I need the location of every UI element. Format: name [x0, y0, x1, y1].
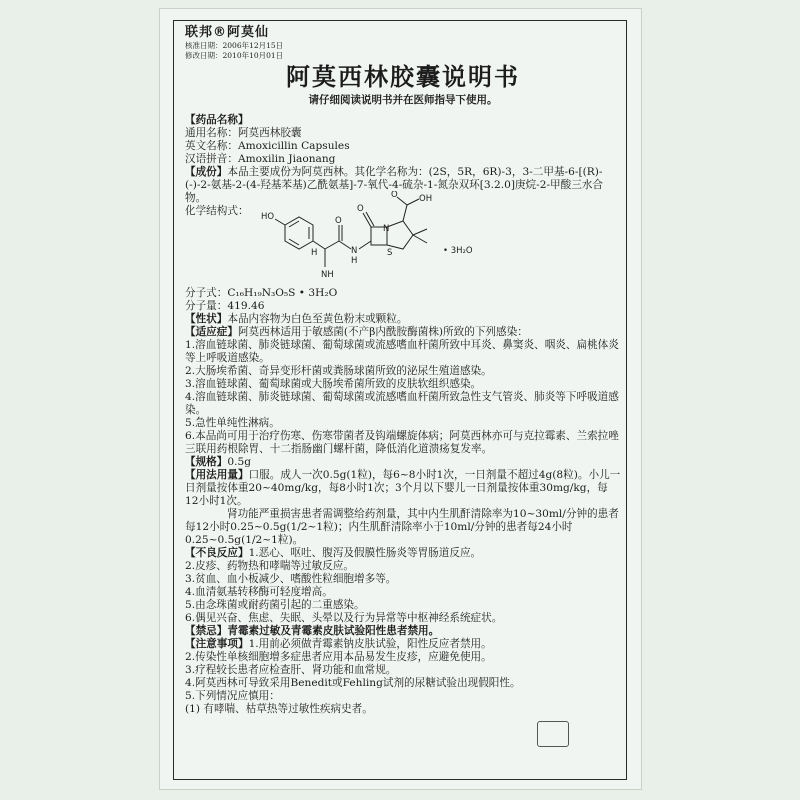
- precaution-item: 4.阿莫西林可导致采用Benedit或Fehling试剂的尿糖试验出现假阳性。: [185, 677, 521, 689]
- structure-label: 化学结构式：: [185, 205, 249, 217]
- adverse-item: 3.贫血、血小板减少、嗜酸性粒细胞增多等。: [185, 573, 397, 585]
- document-title: 阿莫西林胶囊说明书: [286, 63, 520, 91]
- bond-lactam-o: [363, 213, 371, 227]
- section-indications: [185, 326, 621, 456]
- dosage-text: 口服。成人一次0.5g(1粒)，每6~8小时1次，一日剂量不超过4g(8粒)。小儿一日剂量按体重20~40mg/kg，每8小时1次；3个月以下婴儿一日剂量按体重30mg/kg，每12小时1次。: [185, 469, 621, 507]
- atom-o-acid: O: [391, 191, 398, 200]
- adverse-item: 4.血清氨基转移酶可轻度增高。: [185, 586, 333, 598]
- revision-date: 修改日期：2010年10月01日: [185, 51, 284, 60]
- atom-n-amide: N: [351, 246, 358, 256]
- chemical-structure: [185, 191, 621, 287]
- bond-calpha-carbonyl: [325, 241, 339, 249]
- bond-c3-carboxyl: [403, 205, 407, 221]
- precaution-item: 1.用前必须做青霉素钠皮肤试验，阳性反应者禁用。: [248, 638, 492, 650]
- properties-text: 本品内容物为白色至黄色粉末或颗粒。: [227, 313, 408, 325]
- structure-diagram: [247, 191, 617, 293]
- section-contraindications: [185, 625, 621, 638]
- adverse-item: 1.恶心、呕吐、腹泻及假膜性肠炎等胃肠道反应。: [248, 547, 482, 559]
- indications-heading: 【适应症】: [185, 326, 238, 338]
- precaution-item: (1) 有哮喘、枯草热等过敏性疾病史者。: [185, 703, 373, 715]
- precaution-item: 5.下列情况应慎用：: [185, 690, 280, 702]
- atom-ho: HO: [261, 212, 275, 222]
- atom-o-carbonyl: O: [335, 216, 342, 226]
- document-subtitle: 请仔细阅读说明书并在医师指导下使用。: [308, 94, 498, 106]
- bond-n-c6: [359, 241, 371, 249]
- section-drug-name: [185, 114, 621, 166]
- bond-carboxyl-o: [397, 197, 407, 205]
- atom-oh: OH: [419, 194, 433, 204]
- precautions-heading: 【注意事项】: [185, 638, 249, 650]
- section-adverse-reactions: [185, 547, 621, 625]
- section-specification: [185, 456, 621, 469]
- molecular-formula: 分子式：C₁₆H₁₉N₃O₅S • 3H₂O: [185, 287, 338, 299]
- contraindications-heading: 【禁忌】: [185, 625, 228, 637]
- atom-nh2: NH: [321, 270, 334, 280]
- indication-item: 5.急性单纯性淋病。: [185, 417, 280, 429]
- indications-intro: 阿莫西林适用于敏感菌(不产β内酰胺酶菌株)所致的下列感染：: [237, 326, 528, 338]
- adverse-item: 5.由念珠菌或耐药菌引起的二重感染。: [185, 599, 365, 611]
- pinyin-name: 汉语拼音：Amoxilin Jiaonang: [185, 153, 336, 165]
- bond-ho: [275, 219, 285, 225]
- indication-item: 4.溶血链球菌、肺炎链球菌、葡萄球菌或流感嗜血杆菌所致急性支气管炎、肺炎等下呼吸道感染。: [185, 391, 619, 416]
- precaution-item: 3.疗程较长患者应检查肝、肾功能和血常规。: [185, 664, 397, 676]
- bond-carbonyl-n: [339, 241, 351, 249]
- drug-name-heading: 【药品名称】: [185, 114, 249, 126]
- section-dosage: [185, 469, 621, 547]
- indication-item: 2.大肠埃希菌、奇异变形杆菌或粪肠球菌所致的泌尿生殖道感染。: [185, 365, 492, 377]
- adverse-item: 6.偶见兴奋、焦虑、失眠、头晕以及行为异常等中枢神经系统症状。: [185, 612, 503, 624]
- molecular-weight: 分子量：419.46: [185, 300, 265, 312]
- atom-o-lactam: O: [357, 204, 364, 214]
- precaution-item: 2.传染性单核细胞增多症患者应用本品易发生皮疹，应避免使用。: [185, 651, 492, 663]
- specification-heading: 【规格】: [185, 456, 228, 468]
- atom-h-amide: H: [351, 256, 358, 266]
- properties-heading: 【性状】: [185, 313, 228, 325]
- bond-carboxyl-oh: [407, 199, 419, 205]
- atom-n-ring: N: [383, 224, 390, 234]
- adverse-heading: 【不良反应】: [185, 547, 249, 559]
- section-composition: [185, 166, 621, 313]
- contraindications-text: 青霉素过敏及青霉素皮肤试验阳性患者禁用。: [227, 625, 440, 637]
- dosage-renal-text: 肾功能严重损害患者需调整给药剂量，其中内生肌酐清除率为10~30ml/分钟的患者每12小时0.25~0.5g(1/2~1粒)；内生肌酐清除率小于10ml/分钟的患者每24小时0.25~0.5g(1/2~1粒)。: [185, 508, 619, 546]
- bond-methyl-1: [413, 229, 427, 235]
- composition-heading: 【成份】: [185, 166, 228, 178]
- indication-item: 1.溶血链球菌、肺炎链球菌、葡萄球菌或流感嗜血杆菌所致中耳炎、鼻窦炎、咽炎、扁桃体炎等上呼吸道感染。: [185, 339, 619, 364]
- composition-text: 本品主要成份为阿莫西林。其化学名称为：(2S，5R，6R)-3，3-二甲基-6-[(R)-(-)-2-氨基-2-(4-羟基苯基)乙酰氨基]-7-氧代-4-硫杂-1-氮杂双环[3.2.0]庚烷-2-甲酸三水合物。: [185, 166, 604, 204]
- section-properties: [185, 313, 621, 326]
- approval-date: 核准日期：2006年12月15日: [185, 41, 284, 50]
- section-precautions: [185, 638, 621, 716]
- adverse-item: 2.皮疹、药物热和哮喘等过敏反应。: [185, 560, 355, 572]
- atom-s: S: [387, 248, 393, 258]
- leaflet-content: [185, 26, 621, 716]
- english-name: 英文名称：Amoxicillin Capsules: [185, 140, 350, 152]
- brand-logo: 联邦®阿莫仙: [185, 25, 270, 40]
- atom-h: H: [311, 248, 318, 258]
- specification-text: 0.5g: [227, 456, 252, 468]
- bond-methyl-2: [413, 235, 427, 243]
- indication-item: 6.本品尚可用于治疗伤寒、伤寒带菌者及钩端螺旋体病；阿莫西林亦可与克拉霉素、兰索拉唑三联用药根除胃、十二指肠幽门螺杆菌，降低消化道溃疡复发率。: [185, 430, 619, 455]
- date-block: [185, 41, 621, 61]
- dosage-heading: 【用法用量】: [185, 469, 249, 481]
- generic-name: 通用名称：阿莫西林胶囊: [185, 127, 302, 139]
- thiazolidine-ring: [387, 221, 413, 249]
- bond-lactam-o-double: [366, 212, 374, 226]
- hydrate-label: • 3H₂O: [443, 246, 473, 256]
- indication-item: 3.溶血链球菌、葡萄球菌或大肠埃希菌所致的皮肤软组织感染。: [185, 378, 482, 390]
- bleed-through-mark: [537, 721, 569, 747]
